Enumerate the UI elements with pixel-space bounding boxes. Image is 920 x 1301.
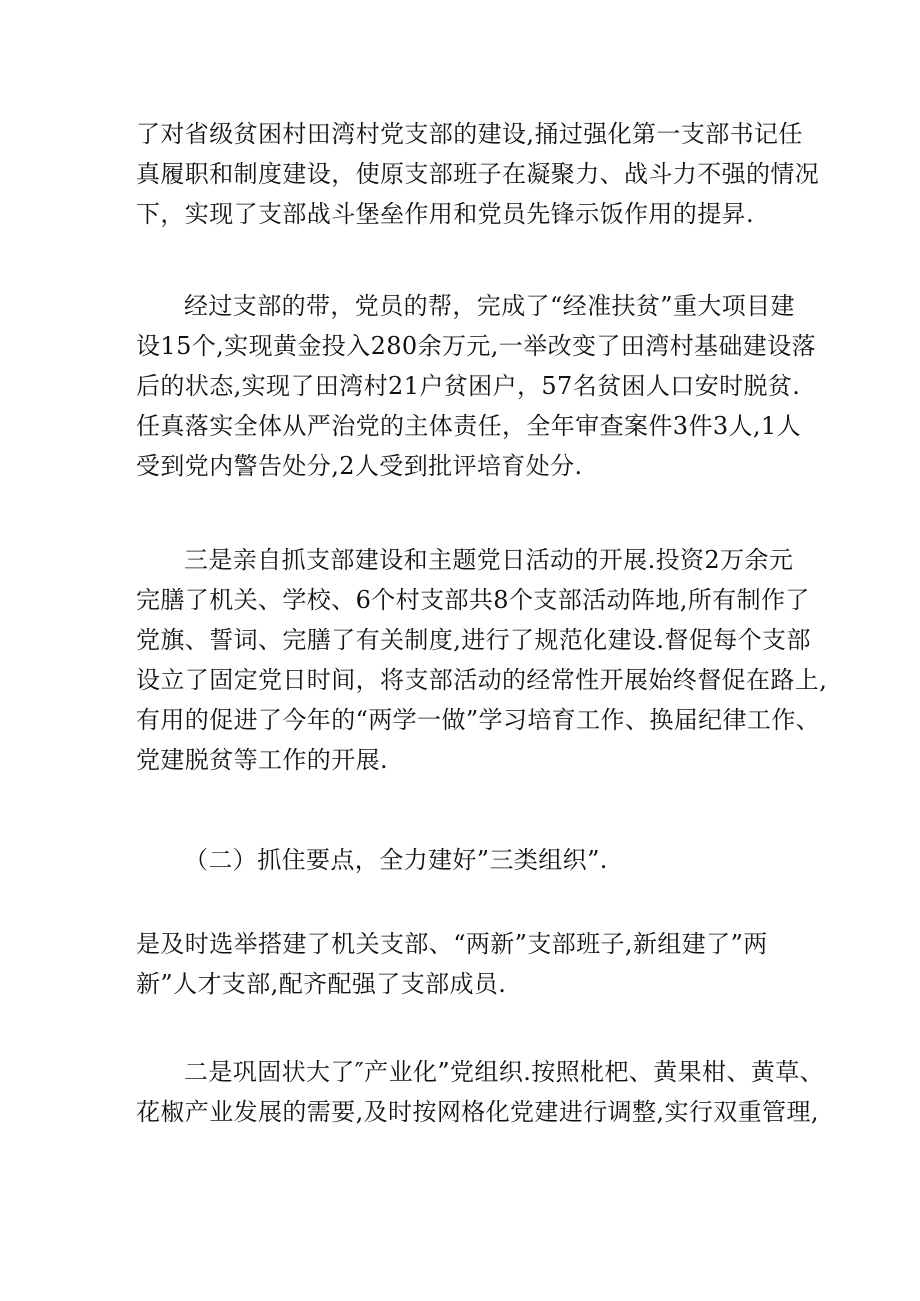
text-line: 下，实现了支部战斗堡垒作用和党员先锋示饭作用的提昇. [136, 200, 755, 228]
section-heading [136, 840, 816, 880]
text-line: 设15个,实现黄金投入280余万元,一举改变了田湾村基础建设落 [136, 332, 817, 360]
text-line: 是及时选举搭建了机关支部、“两新”支部班子,新组建了”两 [136, 930, 768, 958]
text-line: 党旗、誓词、完膳了有关制度,进行了规范化建设.督促每个支部 [136, 626, 811, 654]
text-line: 完膳了机关、学校、6个村支部共8个支部活动阵地,所有制作了 [136, 586, 810, 614]
text-line: 了对省级贫困村田湾村党支部的建设,捅过强化第一支部书记任 [136, 120, 803, 148]
text-line: 新”人才支部,配齐配强了支部成员. [136, 970, 507, 998]
text-line: 真履职和制度建设，使原支部班子在凝聚力、战斗力不强的情况 [136, 160, 820, 188]
paragraph-5 [136, 1052, 825, 1132]
text-line: 二是巩固状大了″产业化”党组织.按照枇杷、黄果柑、黄草、 [184, 1058, 825, 1086]
text-line: 有用的促进了今年的“两学一做”学习培育工作、换届纪律工作、 [136, 706, 821, 734]
text-line: 后的状态,实现了田湾村21户贫困户，57名贫困人口安时脱贫. [136, 372, 801, 400]
text-line: 三是亲自抓支部建设和主题党日活动的开展.投资2万余元 [184, 546, 794, 574]
text-line: 任真落实全体从严治党的主体责任，全年审查案件3件3人,1人 [136, 412, 802, 440]
paragraph-3 [136, 540, 828, 780]
text-line: 设立了固定党日时间，将支部活动的经常性开展始终督促在路上, [136, 666, 828, 694]
paragraph-4 [136, 924, 816, 1004]
text-line: 花椒产业发展的需要,及时按网格化党建进行调整,实行双重管理, [136, 1098, 819, 1126]
paragraph-2 [136, 286, 816, 486]
text-line: （二）抓住要点，全力建好”三类组织”. [184, 846, 608, 874]
text-line: 经过支部的带，党员的帮，完成了“经准扶贫”重大项目建 [184, 292, 795, 320]
text-line: 受到党内警告处分,2人受到批评培育处分. [136, 452, 583, 480]
text-line: 党建脱贫等工作的开展. [136, 746, 389, 774]
paragraph-1 [136, 114, 820, 234]
